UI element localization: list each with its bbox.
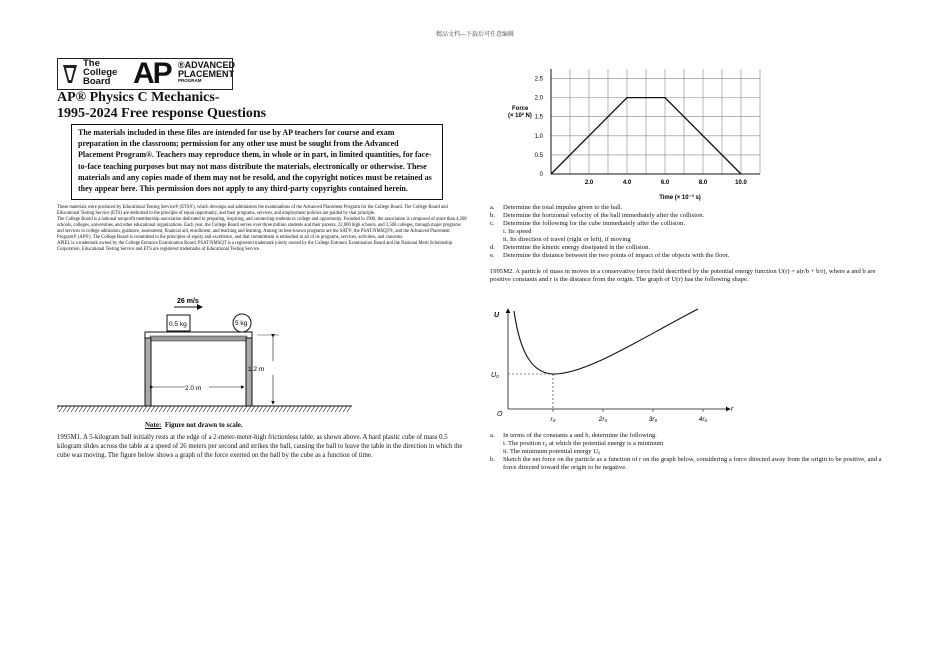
question-subitem: i. Its speed [503, 228, 532, 235]
questions-1995m1 [490, 204, 910, 260]
u-axis-label: U [494, 312, 500, 319]
question-item: a. In terms of the constants a and b, determine the following. [490, 432, 657, 439]
potential-energy-graph [490, 305, 750, 427]
force-time-chart [490, 65, 780, 205]
document-title: AP® Physics C Mechanics- 1995-2024 Free response Questions [57, 90, 267, 121]
question-subitem: i. The position r₀ at which the potential energy is a minimum [503, 440, 664, 447]
chart-xtick-label: 2.0 [584, 180, 594, 186]
r-tick-label: 4r₀ [698, 416, 708, 423]
fine-print [57, 205, 467, 253]
r-tick-label: r₀ [550, 416, 556, 423]
origin-label: O [497, 411, 503, 418]
ball-mass-label: 5 kg [235, 320, 248, 327]
table-leg [145, 338, 151, 406]
ap-logo-letters: AP [133, 57, 171, 90]
r-tick-label: 3r₀ [648, 416, 658, 423]
chart-ylabel: Force [512, 106, 529, 112]
college-board-logo [60, 60, 116, 88]
chart-xtick-label: 10.0 [735, 180, 747, 186]
question-subitem: ii. Its direction of travel (right or left), if moving [503, 236, 631, 243]
question-item: b. Sketch the net force on the particle as a function of r on the graph below, considering a force directed away from the origin to be positive, and a force directed toward the origin to be negative. [490, 456, 882, 471]
question-subitem: ii. The minimum potential energy U₀ [503, 448, 601, 455]
permission-notice: The materials included in these files are intended for use by AP teachers for course and exam preparation in the classroom; permission for any other use must be sought from the Advanced Placement Program®. Teachers may reproduce them, in whole or in part, in limited quantities, for face-to-face teaching purposes but may not mass distribute the materials, electronically or otherwise. These materials and any copies made of them may not be resold, and the copyright notices must be retained as they appear here. This permission does not apply to any third-party copyrights contained herein. [71, 124, 443, 200]
potential-curve [514, 309, 698, 374]
question-item: a. Determine the total impulse given to the ball. [490, 204, 623, 211]
u0-label: U₀ [491, 372, 500, 379]
college-board-ap-logo [57, 58, 233, 90]
fine-print-paragraph: These materials were produced by Educational Testing Service® (ETS®), which develops and administers the examinations of the Advanced Placement Program for the College Board. The College Board and Educational Testing Service (ETS) are dedicated to the principle of equal opportunity, and their programs, services, and employment policies are guided by that principle. [57, 205, 448, 216]
width-label: 2.0 m [185, 385, 202, 392]
chart-ytick-label: 2.0 [534, 95, 543, 102]
cube-mass-label: 0.5 kg [169, 321, 187, 328]
fine-print-paragraph: APIEL is a trademark owned by the College Entrance Examination Board. PSAT/NMSQT is a registered trademark jointly owned by the College Entrance Examination Board and the National Merit Scholarship Corporation. Educational Testing Service and ETS are registered trademarks of Educational Testing Service. [57, 241, 453, 252]
ap-program-wordmark: ®ADVANCED PLACEMENT PROGRAM [178, 60, 235, 83]
question-item: e. Determine the distance between the two points of impact of the objects with the floor. [490, 252, 730, 259]
question-item: b. Determine the horizontal velocity of the ball immediately after the collision. [490, 212, 705, 219]
question-item: d. Determine the kinetic energy dissipated in the collision. [490, 244, 651, 251]
chart-xtick-label: 8.0 [698, 180, 708, 186]
r-axis-label: r [731, 406, 734, 413]
table-figure [57, 293, 467, 423]
chart-ytick-label: 0 [539, 172, 543, 178]
chart-ytick-label: 1.0 [534, 133, 543, 140]
problem-1995m2-text: 1995M2. A particle of mass m moves in a conservative force field described by the potential energy function U(r) = a(r/b + b/r), where a and b are positive constants and r is the distance from the origin. The graph of U(r) has the following shape. [490, 268, 876, 284]
chart-ylabel-units: (× 10² N) [508, 113, 532, 119]
height-label: 1.2 m [248, 366, 265, 373]
chart-ytick-label: 1.5 [534, 114, 543, 121]
college-board-wordmark: The College Board [83, 58, 118, 87]
chart-ytick-label: 2.5 [534, 76, 543, 83]
chart-xtick-label: 6.0 [660, 180, 670, 186]
speed-label: 26 m/s [177, 298, 199, 305]
problem-1995m1-text: 1995M1. A 5-kilogram ball initially rests at the edge of a 2-meter-meter-high frictionless table, as shown above. A hard plastic cube of mass 0.5 kilogram slides across the table at a speed of 26 meters per second and strikes the ball, causing the ball to leave the table in the direction in which the cube was moving. The figure below shows a graph of the force exerted on the ball by the cube as a function of time. [57, 434, 463, 459]
chart-xlabel: Time (× 10⁻³ s) [659, 195, 701, 201]
page-header-watermark: 精品文档---下载后可任意编辑 [436, 32, 514, 38]
chart-ytick-label: 0.5 [534, 152, 543, 159]
figure-note: Note: Figure not drawn to scale. [145, 421, 243, 429]
fine-print-paragraph: The College Board is a national nonprofit membership association dedicated to preparing, inspiring, and connecting students to college and opportunity. Founded in 1900, the association is composed of more than 4,200 schools, colleges, universities, and other educational organizations. Each year, the College Board serves over three million students and their parents, 22,000 high schools, and 3,500 colleges, through major programs and services in college admission, guidance, assessment, financial aid, enrollment, and teaching and learning. Among its best-known programs are the SAT®, the PSAT/NMSQT®, and the Advanced Placement Program® (AP®). The College Board is committed to the principles of equity and excellence, and that commitment is embodied in all of its programs, services, activities, and concerns. [57, 217, 467, 240]
torch-icon [60, 63, 80, 85]
question-item: c. Determine the following for the cube immediately after the collision. [490, 220, 686, 227]
r-tick-label: 2r₀ [598, 416, 608, 423]
questions-1995m2 [490, 432, 885, 472]
chart-xtick-label: 4.0 [622, 180, 632, 186]
floor-hatching [57, 406, 351, 412]
